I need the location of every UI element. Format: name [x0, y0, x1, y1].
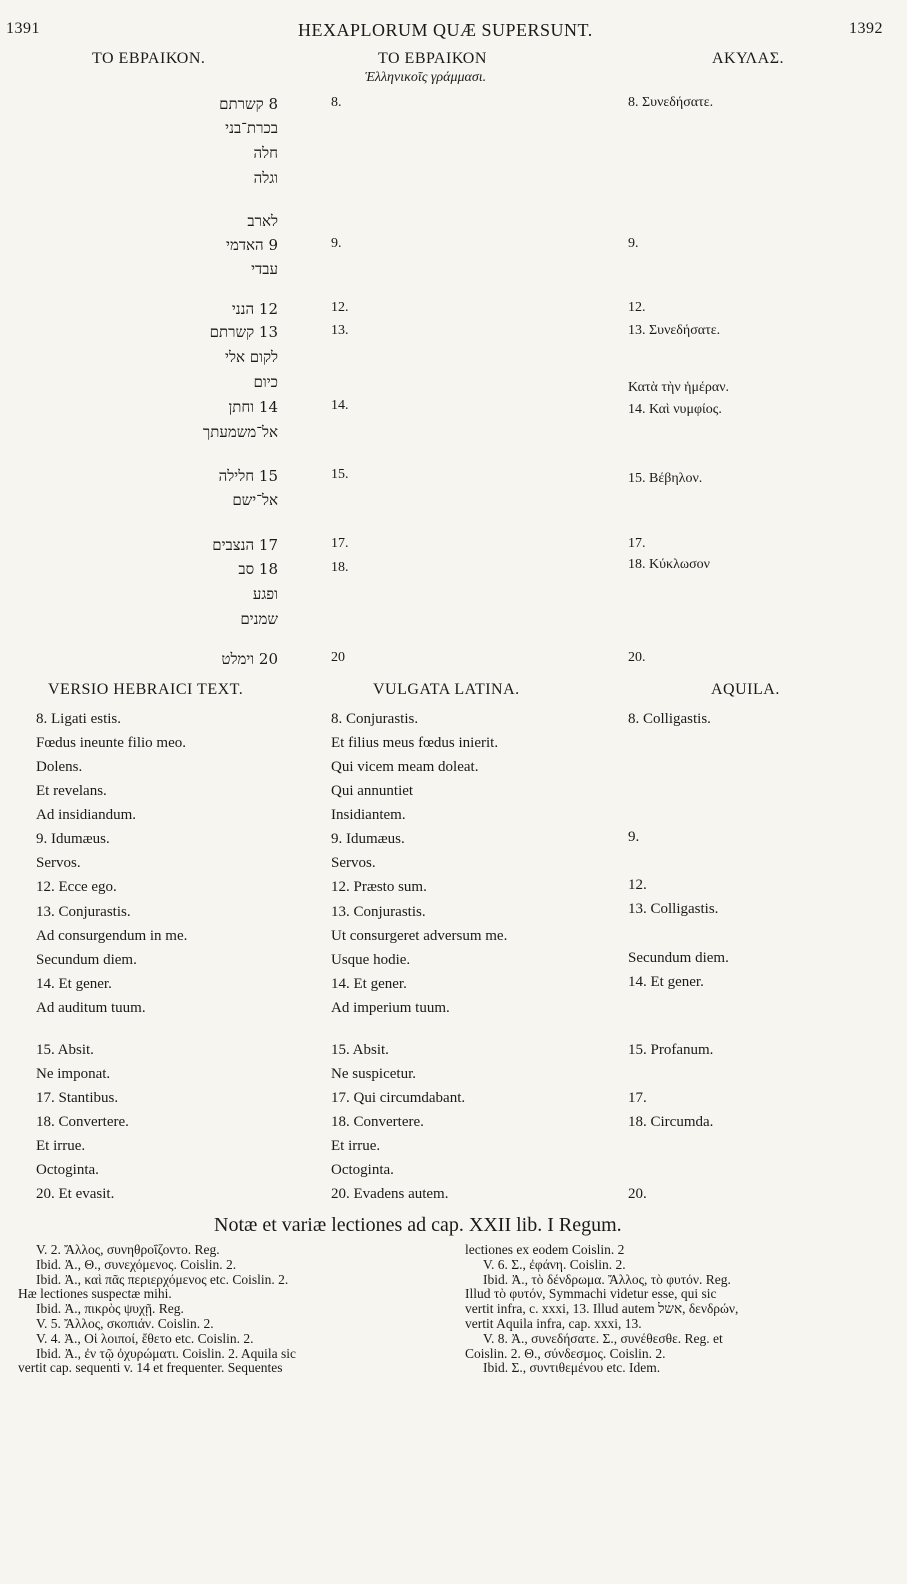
hebrew-line: 17 הנצבים	[212, 536, 278, 554]
note-line: V. 2. Ἄλλος, συνηθροΐζοντο. Reg.	[36, 1242, 220, 1257]
version-line: Ad insidiandum.	[36, 807, 136, 823]
vulgate-line: Et filius meus fœdus inierit.	[331, 735, 499, 751]
aquila-latin-line: Secundum diem.	[628, 950, 729, 966]
note-line: Illud τὸ φυτόν, Symmachi videtur esse, qui sic	[465, 1286, 717, 1302]
transliteration-column-subtitle: Ἑλληνικοῖς γράμμασι.	[365, 70, 487, 85]
note-line: V. 6. Σ., ἐφάνη. Coislin. 2.	[483, 1256, 626, 1272]
note-line: Coislin. 2. Θ., σύνδεσμος. Coislin. 2.	[465, 1345, 666, 1361]
aquila-latin-line: 8. Colligastis.	[628, 711, 711, 727]
note-line: vertit cap. sequenti v. 14 et frequenter. Sequentes	[18, 1360, 283, 1376]
aquila-greek-line: 17.	[628, 536, 646, 551]
hebrew-line: 9 האדמי	[226, 236, 278, 254]
vulgate-line: Ut consurgeret adversum me.	[331, 928, 508, 944]
version-line: Et irrue.	[36, 1138, 86, 1154]
note-line: Hæ lectiones suspectæ mihi.	[18, 1286, 172, 1302]
vulgate-line: 8. Conjurastis.	[331, 711, 419, 727]
hebrew-line: 12 הנני	[231, 300, 278, 318]
hebrew-line: בכרת־בני	[225, 119, 278, 137]
vulgate-line: 20. Evadens autem.	[331, 1186, 449, 1202]
version-line: 15. Absit.	[36, 1042, 94, 1058]
transliteration-verse: 12.	[331, 300, 349, 315]
notes-left-column	[18, 1243, 448, 1376]
aquila-latin-line: 18. Circumda.	[628, 1114, 714, 1130]
aquila-latin-line: 9.	[628, 829, 640, 845]
vulgate-line: Ad imperium tuum.	[331, 1000, 450, 1016]
transliteration-column-title: ΤΟ ΕΒΡΑΙΚΟΝ	[378, 50, 487, 67]
transliteration-verse: 13.	[331, 323, 349, 338]
version-line: 20. Et evasit.	[36, 1186, 115, 1202]
version-line: Ad auditum tuum.	[36, 1000, 146, 1016]
transliteration-verse: 17.	[331, 536, 349, 551]
hebrew-line: 18 סב	[238, 560, 278, 578]
aquila-latin-line: 12.	[628, 877, 647, 893]
vulgate-line: Qui annuntiet	[331, 783, 414, 799]
aquila-latin-line: 15. Profanum.	[628, 1042, 714, 1058]
version-line: 17. Stantibus.	[36, 1090, 119, 1106]
aquila-greek-line: 14. Καὶ νυμφίος.	[628, 402, 722, 417]
note-line: Ibid. Ἀ., καὶ πᾶς περιερχόμενος etc. Coislin. 2.	[36, 1271, 289, 1287]
note-line: Ibid. Ἀ., πικρὸς ψυχῇ. Reg.	[36, 1301, 184, 1317]
aquila-latin-line: 20.	[628, 1186, 647, 1202]
transliteration-verse: 9.	[331, 236, 342, 251]
version-line: 18. Convertere.	[36, 1114, 129, 1130]
version-line: Ad consurgendum in me.	[36, 928, 188, 944]
vulgate-line: Qui vicem meam doleat.	[331, 759, 479, 775]
hebrew-line: 20 וימלט	[221, 650, 278, 668]
version-line: 9. Idumæus.	[36, 831, 110, 847]
transliteration-verse: 14.	[331, 398, 349, 413]
hebrew-line: 15 חלילה	[218, 467, 278, 485]
vulgate-line: Ne suspicetur.	[331, 1066, 416, 1082]
hebrew-line: לארב	[247, 212, 278, 230]
version-line: 14. Et gener.	[36, 976, 112, 992]
hebrew-line: עבדי	[251, 260, 278, 278]
version-line: Octoginta.	[36, 1162, 99, 1178]
version-line: Ne imponat.	[36, 1066, 111, 1082]
aquila-greek-line: 8. Συνεδήσατε.	[628, 95, 714, 110]
hebrew-line: ופגע	[252, 585, 278, 603]
hebrew-line: וגלה	[253, 169, 278, 187]
hebrew-line: 13 קשרתם	[209, 323, 278, 341]
vulgate-line: 9. Idumæus.	[331, 831, 405, 847]
page-number-right: 1392	[849, 20, 883, 37]
vulgate-line: Et irrue.	[331, 1138, 381, 1154]
aquila-greek-column-title: ΑΚΥΛΑΣ.	[712, 50, 785, 67]
version-line: Secundum diem.	[36, 952, 137, 968]
aquila-greek-line: 12.	[628, 300, 646, 315]
version-line: Fœdus ineunte filio meo.	[36, 735, 186, 751]
hebrew-line: אל־משמעתך	[202, 423, 278, 441]
note-line: V. 5. Ἄλλος, σκοπιάν. Coislin. 2.	[36, 1315, 214, 1331]
aquila-greek-line: 20.	[628, 650, 646, 665]
vulgate-line: 18. Convertere.	[331, 1114, 424, 1130]
note-line: V. 4. Ἀ., Οἱ λοιποί, ἔθετο etc. Coislin. 2.	[36, 1330, 254, 1346]
vulgate-line: Servos.	[331, 855, 376, 871]
version-line: 12. Ecce ego.	[36, 879, 117, 895]
transliteration-verse: 18.	[331, 560, 349, 575]
hebrew-column-title: ΤΟ ΕΒΡΑΙΚΟΝ.	[92, 50, 206, 67]
note-line: Ibid. Ἀ., ἐν τῷ ὀχυρώματι. Coislin. 2. Aquila sic	[36, 1345, 297, 1361]
vulgate-line: Insidiantem.	[331, 807, 406, 823]
note-line: vertit Aquila infra, cap. xxxi, 13.	[465, 1315, 642, 1331]
vulgate-line: Usque hodie.	[331, 952, 411, 968]
aquila-greek-line: Κατὰ τὴν ἡμέραν.	[628, 380, 730, 395]
vulgate-line: 12. Præsto sum.	[331, 879, 427, 895]
note-line: Ibid. Σ., συντιθεμένου etc. Idem.	[483, 1360, 661, 1376]
transliteration-verse: 15.	[331, 467, 349, 482]
note-line: vertit infra, c. xxxi, 13. Illud autem אשל, δενδρών,	[465, 1301, 739, 1317]
vulgata-latina-title: VULGATA LATINA.	[373, 681, 520, 698]
vulgate-line: 17. Qui circumdabant.	[331, 1090, 466, 1106]
version-line: 8. Ligati estis.	[36, 711, 121, 727]
vulgate-line: 14. Et gener.	[331, 976, 407, 992]
aquila-latin-line: 17.	[628, 1090, 647, 1106]
vulgate-line: Octoginta.	[331, 1162, 394, 1178]
hebrew-line: חלה	[253, 144, 278, 162]
version-line: Servos.	[36, 855, 81, 871]
aquila-greek-line: 18. Κύκλωσον	[628, 557, 710, 572]
transliteration-verse: 20	[331, 650, 345, 665]
vulgate-line: 15. Absit.	[331, 1042, 389, 1058]
aquila-greek-line: 9.	[628, 236, 639, 251]
notes-right-column	[465, 1243, 895, 1376]
version-line: Dolens.	[36, 759, 83, 775]
transliteration-verse: 8.	[331, 95, 342, 110]
aquila-latin-line: 13. Colligastis.	[628, 901, 719, 917]
hebrew-line: 14 וחתן	[228, 398, 278, 416]
version-line: Et revelans.	[36, 783, 107, 799]
hebrew-line: שמנים	[240, 610, 278, 628]
version-hebraici-title: VERSIO HEBRAICI TEXT.	[48, 681, 244, 698]
page-number-left: 1391	[6, 20, 40, 37]
note-line: lectiones ex eodem Coislin. 2	[465, 1242, 625, 1257]
note-line: Ibid. Ἀ., Θ., συνεχόμενος. Coislin. 2.	[36, 1256, 237, 1272]
aquila-greek-line: 13. Συνεδήσατε.	[628, 323, 721, 338]
hebrew-line: 8 קשרתם	[219, 95, 278, 113]
aquila-latin-title: AQUILA.	[711, 681, 780, 698]
aquila-latin-line: 14. Et gener.	[628, 974, 704, 990]
running-title: HEXAPLORUM QUÆ SUPERSUNT.	[298, 20, 593, 40]
hebrew-line: לקום אלי	[225, 348, 278, 366]
notes-title: Notæ et variæ lectiones ad cap. XXII lib. I Regum.	[214, 1214, 622, 1236]
hebrew-line: כיום	[253, 373, 278, 391]
note-line: V. 8. Ἀ., συνεδήσατε. Σ., συνέθεσθε. Reg. et	[483, 1330, 723, 1346]
aquila-greek-line: 15. Βέβηλον.	[628, 471, 703, 486]
vulgate-line: 13. Conjurastis.	[331, 904, 426, 920]
note-line: Ibid. Ἀ., τὸ δένδρωμα. Ἄλλος, τὸ φυτόν. Reg.	[483, 1271, 731, 1287]
hebrew-line: אל־ישם	[232, 491, 278, 509]
version-line: 13. Conjurastis.	[36, 904, 131, 920]
